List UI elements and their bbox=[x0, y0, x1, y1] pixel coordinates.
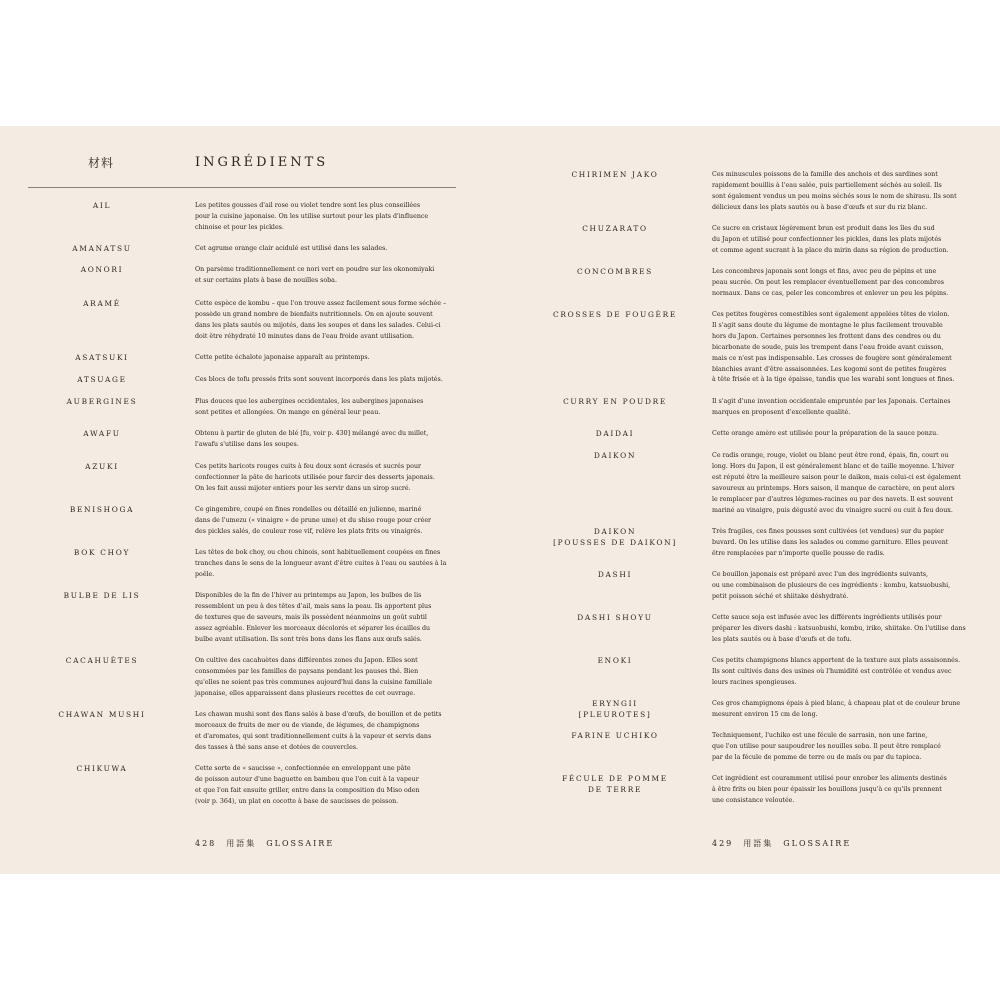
glossary-definition: Cette orange amère est utilisée pour la préparation de la sauce ponzu. bbox=[712, 430, 939, 437]
glossary-definition: Plus douces que les aubergines occidentales, les aubergines japonaises sont petites et allongées. On mange en général leur peau. bbox=[195, 398, 424, 416]
glossary-term: CHAWAN MUSHI bbox=[58, 710, 146, 719]
glossary-term: FARINE UCHIKO bbox=[571, 731, 659, 740]
glossary-definition: Ce bouillon japonais est préparé avec l'un des ingrédients suivants, ou une combinaison de plusieurs de ces ingrédients : kombu, katsuobushi, petit poisson séché et shiitake déshydraté. bbox=[712, 571, 951, 600]
folio-title: GLOSSAIRE bbox=[266, 839, 335, 848]
book-spread bbox=[0, 126, 1000, 874]
glossary-definition: Ces gros champignons épais à pied blanc, à chapeau plat et de couleur brune mesurent environ 15 cm de long. bbox=[712, 700, 961, 718]
glossary-definition: Ces petits haricots rouges cuits à feu doux sont écrasés et sucrés pour confectionner la pâte de haricots utilisée pour farcir des desserts japonais. On les fait aussi mijoter entiers pour les servir dans un sirop sucré. bbox=[195, 463, 435, 492]
glossary-definition: Il s'agit d'une invention occidentale empruntée par les Japonais. Certaines marques en proposent d'excellente qualité. bbox=[712, 398, 951, 416]
glossary-definition: Cette espèce de kombu – que l'on trouve assez facilement sous forme séchée – possède un grand nombre de bienfaits nutritionnels. On en ajoute souvent dans les plats sautés ou mijotés, dans les soupes et dans les salades. Celui-ci doit être réhydraté 10 minutes dans de l'eau froide avant utilisation. bbox=[195, 300, 447, 340]
glossary-definition: Les têtes de bok choy, ou chou chinois, sont habituellement coupées en fines tranches dans le sens de la longueur avant d'être cuites à l'eau ou sautées à la poêle. bbox=[195, 549, 447, 578]
glossary-term: DASHI SHOYU bbox=[577, 613, 653, 622]
glossary-term: BULBE DE LIS bbox=[63, 591, 141, 600]
glossary-term: CHUZARATO bbox=[582, 224, 648, 233]
glossary-definition: Cet ingrédient est couramment utilisé pour enrober les aliments destinés à être frits ou bien pour épaissir les bouillons jusqu'à ce qu'ils prennent une consistance veloutée. bbox=[712, 775, 947, 804]
folio-japanese: 用語集 bbox=[743, 839, 774, 848]
glossary-term: CONCOMBRES bbox=[577, 267, 653, 276]
right-page bbox=[500, 126, 1000, 874]
glossary-term: AMANATSU bbox=[72, 244, 132, 253]
glossary-definition: Les chawan mushi sont des flans salés à base d'œufs, de bouillon et de petits morceaux de fruits de mer ou de viande, de légumes, de champignons et d'aromates, qui sont traditionnellement cuits à la vapeur et servis dans des tasses à thé sans anse et dotées de couvercles. bbox=[195, 711, 442, 751]
glossary-definition: Cette petite échalote japonaise apparaît au printemps. bbox=[195, 354, 370, 361]
glossary-term: CHIRIMEN JAKO bbox=[571, 170, 659, 179]
glossary-definition: Ces minuscules poissons de la famille des anchois et des sardines sont rapidement bouillis à l'eau salée, puis partiellement séchés au soleil. Ils sont également vendus un peu moins séchés sous le nom de shirasu. Ils sont délicieux dans les plats sautés ou à base d'œufs et sur du riz blanc. bbox=[712, 171, 957, 211]
glossary-definition: Ce sucre en cristaux légèrement brun est produit dans les îles du sud du Japon et utilisé pour confectionner les pickles, dans les plats mijotés et comme agent sucrant à la place du mirin dans sa région de production. bbox=[712, 225, 949, 254]
glossary-term: CROSSES DE FOUGÈRE bbox=[552, 310, 678, 319]
glossary-definition: On parsème traditionnellement ce nori vert en poudre sur les okonomiyaki et sur certains plats à base de nouilles soba. bbox=[195, 266, 435, 284]
glossary-definition: Ce gingembre, coupé en fines rondelles ou détaillé en julienne, mariné dans de l'umezu (« vinaigre » de prune ume) et du shiso rouge pour créer des pickles salés, de couleur rose vif, relève les plats frits ou vinaigrés. bbox=[195, 506, 432, 535]
glossary-definition: Ces petits champignons blancs apportent de la texture aux plats assaisonnés. Ils sont cultivés dans des usines où l'humidité est contrôlée et vendus avec leurs racines spongieuses. bbox=[712, 657, 961, 686]
glossary-term: FÉCULE DE POMME DE TERRE bbox=[562, 774, 668, 794]
page-title: INGRÉDIENTS bbox=[195, 155, 329, 170]
glossary-term: DAIDAI bbox=[595, 429, 635, 438]
folio-right bbox=[712, 838, 861, 849]
glossary-definition: Les petites gousses d'ail rose ou violet tendre sont les plus conseillées pour la cuisine japonaise. On les utilise surtout pour les plats d'influence chinoise et pour les pickles. bbox=[195, 202, 429, 231]
glossary-term: AONORI bbox=[80, 265, 124, 274]
glossary-term: ATSUAGE bbox=[77, 375, 127, 384]
glossary-term: AUBERGINES bbox=[66, 397, 138, 406]
glossary-term: DAIKON [POUSSES DE DAIKON] bbox=[553, 527, 677, 547]
glossary-term: AWAFU bbox=[83, 429, 121, 438]
glossary-definition: Très fragiles, ces fines pousses sont cultivées (et vendues) sur du papier buvard. On les utilise dans les salades ou comme garniture. Elles peuvent être remplacées par n'importe quelle pousse de radis. bbox=[712, 528, 949, 557]
glossary-definition: Les concombres japonais sont longs et fins, avec peu de pépins et une peau sucrée. On peut les remplacer éventuellement par des concombres normaux. Dans ce cas, peler les concombres et enlever un peu les pépins. bbox=[712, 268, 949, 297]
glossary-term: CHIKUWA bbox=[76, 764, 128, 773]
glossary-definition: Cette sauce soja est infusée avec les différents ingrédients utilisés pour préparer les divers dashi : katsuobushi, kombu, iriko, shiitake. On l'utilise dans les plats sautés ou à base d'œufs et de tofu. bbox=[712, 614, 966, 643]
glossary-definition: Cet agrume orange clair acidulé est utilisé dans les salades. bbox=[195, 245, 388, 252]
glossary-term: AIL bbox=[92, 201, 112, 210]
glossary-definition: On cultive des cacahuètes dans différentes zones du Japon. Elles sont consommées par les familles de paysans pendant les pauses thé. Bien qu'elles ne soient pas très communes aujourd'hui dans la cuisine familiale japonaise, elles apparaissent dans plusieurs recettes de cet ouvrage. bbox=[195, 657, 433, 697]
glossary-definition: Ces petites fougères comestibles sont également appelées têtes de violon. Il s'agit sans doute du légume de montagne le plus facilement trouvable hors du Japon. Certaines personnes les frottent dans des cendres ou du bicarbonate de soude, puis les trempent dans l'eau froide avant cuisson, mais ce n'est pas indispensable. Les crosses de fougère sont généralement blanchies avant d'être assaisonnées. Les kogomi sont de petites fougères à tête frisée et à la tige épaisse, tandis que les warabi sont longues et fines. bbox=[712, 311, 955, 384]
folio-japanese: 用語集 bbox=[226, 839, 257, 848]
folio-left bbox=[195, 838, 344, 849]
glossary-definition: Techniquement, l'uchiko est une fécule de sarrasin, non une farine, que l'on utilise pour saupoudrer les nouilles soba. Il peut être remplacé par de la fécule de pomme de terre ou de maïs ou par du tapioca. bbox=[712, 732, 941, 761]
glossary-term: CURRY EN POUDRE bbox=[563, 397, 667, 406]
glossary-definition: Obtenu à partir de gluten de blé [fu, voir p. 430] mélangé avec du millet, l'awafu s'utilise dans les soupes. bbox=[195, 430, 429, 448]
glossary-definition: Ce radis orange, rouge, violet ou blanc peut être rond, épais, fin, court ou long. Hors du Japon, il est généralement blanc et de taille moyenne. L'hiver est réputé être la meilleure saison pour le daikon, mais celui-ci est également savoureux au printemps. Hors saison, il manque de caractère, on peut alors le remplacer par d'autres légumes-racines ou par des navets. Il est souvent mariné au vinaigre, puis dégusté avec du vinaigre sucré ou cuit à feu doux. bbox=[712, 452, 961, 514]
glossary-term: BOK CHOY bbox=[73, 548, 131, 557]
page-number: 429 bbox=[712, 839, 734, 848]
left-page bbox=[0, 126, 500, 874]
glossary-term: ENOKI bbox=[597, 656, 633, 665]
glossary-term: DAIKON bbox=[593, 451, 637, 460]
glossary-term: AZUKI bbox=[85, 462, 119, 471]
glossary-definition: Ces blocs de tofu pressés frits sont souvent incorporés dans les plats mijotés. bbox=[195, 376, 443, 383]
glossary-term: ASATSUKI bbox=[75, 353, 129, 362]
header-divider bbox=[28, 187, 456, 188]
glossary-definition: Cette sorte de « saucisse », confectionnée en enveloppant une pâte de poisson autour d'une baguette en bambou que l'on cuit à la vapeur et que l'on fait ensuite griller, entre dans la composition du Miso oden (voir p. 364), un plat en cocotte à base de saucisses de poisson. bbox=[195, 765, 420, 805]
glossary-term: ARAMÉ bbox=[83, 299, 121, 308]
glossary-term: ERYNGII [PLEUROTES] bbox=[578, 699, 652, 719]
glossary-term: DASHI bbox=[597, 570, 633, 579]
header-japanese: 材料 bbox=[88, 156, 115, 170]
glossary-term: BENISHOGA bbox=[69, 505, 135, 514]
page-number: 428 bbox=[195, 839, 217, 848]
glossary-definition: Disponibles de la fin de l'hiver au printemps au Japon, les bulbes de lis ressemblent un peu à des têtes d'ail, mais sans la peau. Ils apportent plus de textures que de saveurs, mais ils possèdent néanmoins un goût subtil assez agréable. Enlever les morceaux décolorés et séparer les écailles du bulbe avant utilisation. Ils sont très bons dans les flans aux œufs salés. bbox=[195, 592, 432, 643]
folio-title: GLOSSAIRE bbox=[783, 839, 852, 848]
glossary-term: CACAHUÈTES bbox=[65, 656, 139, 665]
